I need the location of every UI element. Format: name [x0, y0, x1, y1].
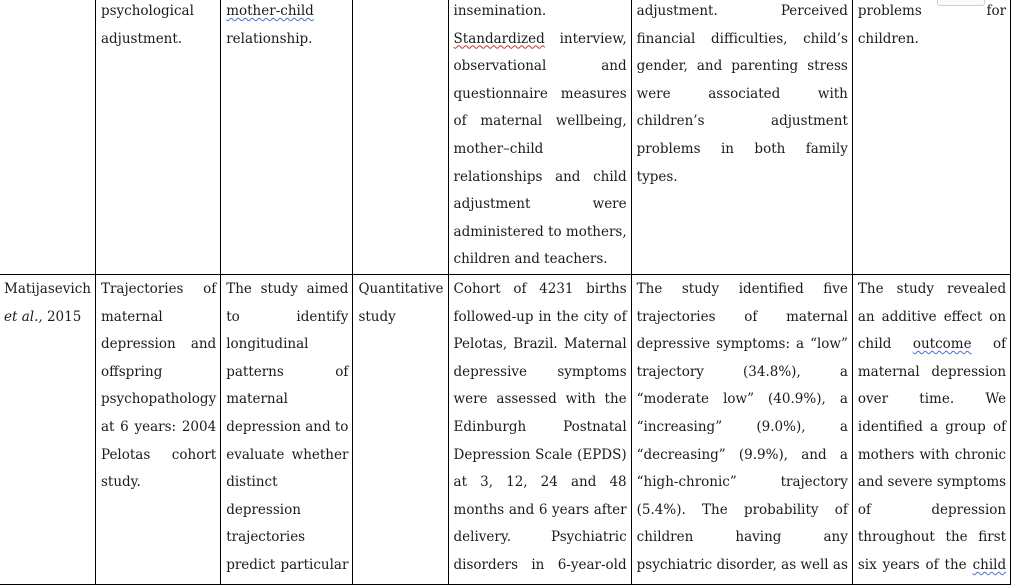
text-line: followed-up in the city of	[453, 308, 627, 325]
text-line: The study revealed	[857, 281, 1007, 297]
text-line: Standardized interview,	[453, 30, 627, 47]
text-line: Cohort of 4231 births	[453, 281, 627, 297]
text-line: observational and	[453, 58, 627, 75]
table-row	[0, 275, 1011, 585]
text-line: depression and to	[226, 418, 349, 435]
text-line: mothers with chronic	[857, 446, 1007, 463]
text-line: types.	[636, 168, 678, 185]
text-line: to identify	[226, 308, 349, 325]
text-line: patterns of	[226, 363, 349, 380]
text-line: children and teachers.	[453, 251, 608, 268]
et-al: et al.,	[4, 308, 43, 325]
text-line: evaluate whether	[226, 446, 349, 463]
text-line: trajectory (34.8%), a	[636, 363, 848, 380]
text-line: Pelotas cohort	[100, 446, 217, 463]
title-cell	[95, 0, 220, 275]
text-line: psychiatric disorder, as well as	[636, 556, 848, 573]
text-line: “increasing” (9.0%), a	[636, 418, 848, 435]
conclusion-cell	[852, 0, 1010, 275]
text-line: “decreasing” (9.9%), and a	[636, 446, 848, 463]
author-cell	[0, 275, 95, 585]
text-line: “moderate low” (40.9%), a	[636, 391, 848, 408]
title-cell	[95, 275, 220, 585]
text-line: at 6 years: 2004	[100, 418, 217, 435]
text-line: Quantitative	[358, 281, 444, 297]
text-line: “high-chronic” trajectory	[636, 474, 848, 491]
text-line: Pelotas, Brazil. Maternal	[453, 336, 627, 353]
text-line: depression and	[100, 336, 217, 353]
text-line: mother-child	[226, 3, 314, 19]
text-line: adjustment. Perceived	[636, 3, 848, 19]
text-line: financial difficulties, child’s	[636, 30, 848, 47]
text-line: at 3, 12, 24 and 48	[453, 474, 627, 491]
text-line: child outcome of	[857, 336, 1007, 353]
author-cell	[0, 0, 95, 275]
text-line: study	[358, 308, 396, 325]
text-line: children having any	[636, 529, 848, 546]
text-line: trajectories	[226, 529, 306, 546]
conclusion-cell	[852, 275, 1010, 585]
design-cell	[353, 0, 448, 275]
author-name: Matijasevich	[4, 281, 91, 297]
text-line: psychopathology	[100, 391, 217, 408]
text-line: Depression Scale (EPDS)	[453, 446, 627, 463]
text-line: maternal	[226, 391, 288, 408]
text-line: identified a group of	[857, 418, 1007, 435]
text-line: were associated with	[636, 85, 848, 102]
design-cell	[353, 275, 448, 585]
text-line: distinct	[226, 474, 278, 491]
publication-year: 2015	[46, 308, 82, 325]
text-line: and severe symptoms	[857, 474, 1007, 491]
text-line: depressive symptoms	[453, 363, 627, 380]
text-line	[4, 304, 91, 332]
text-line: an additive effect on	[857, 308, 1007, 325]
text-line: problems in both family	[636, 140, 848, 157]
text-line: depressive symptoms: a “low”	[636, 336, 848, 353]
text-line: adjustment.	[100, 30, 183, 47]
text-line: Trajectories of	[100, 281, 217, 297]
text-line: administered to mothers,	[453, 223, 627, 240]
aim-cell	[221, 275, 353, 585]
text-line: psychological	[100, 3, 194, 19]
text-line: questionnaire measures	[453, 85, 627, 102]
text-line: were assessed with the	[453, 391, 627, 408]
text-line: disorders in 6-year-old	[453, 556, 627, 573]
text-line: The study aimed	[226, 281, 349, 297]
text-line: six years of the child	[857, 556, 1007, 573]
text-line: of maternal wellbeing,	[453, 113, 627, 130]
text-line: throughout the first	[857, 529, 1007, 546]
text-line: trajectories of maternal	[636, 308, 848, 325]
text-line: The study identified five	[636, 281, 848, 297]
text-line: months and 6 years after	[453, 501, 627, 518]
text-line: depression	[226, 501, 301, 518]
findings-cell	[631, 0, 852, 275]
text-line: Edinburgh Postnatal	[453, 418, 627, 435]
text-line: study.	[100, 474, 141, 491]
text-line: children.	[857, 30, 919, 47]
text-line: of depression	[857, 501, 1007, 518]
text-line: insemination.	[453, 3, 547, 19]
text-line: longitudinal	[226, 336, 309, 353]
text-line: over time. We	[857, 391, 1007, 408]
text-line: offspring	[100, 363, 163, 380]
text-line: children’s adjustment	[636, 113, 848, 130]
text-line: maternal depression	[857, 363, 1007, 380]
table-row	[0, 0, 1011, 275]
text-line: maternal	[100, 308, 163, 325]
aim-cell	[221, 0, 353, 275]
text-line: predict particular	[226, 556, 349, 573]
findings-cell	[631, 275, 852, 585]
method-cell	[448, 275, 631, 585]
text-line: gender, and parenting stress	[636, 58, 848, 75]
text-line: problems for	[857, 3, 1007, 19]
text-line: delivery. Psychiatric	[453, 529, 627, 546]
text-line: (5.4%). The probability of	[636, 501, 848, 518]
text-line: mother–child	[453, 140, 544, 157]
text-line: relationships and child	[453, 168, 627, 185]
method-cell	[448, 0, 631, 275]
text-line: adjustment were	[453, 196, 627, 213]
text-line: relationship.	[226, 30, 313, 47]
